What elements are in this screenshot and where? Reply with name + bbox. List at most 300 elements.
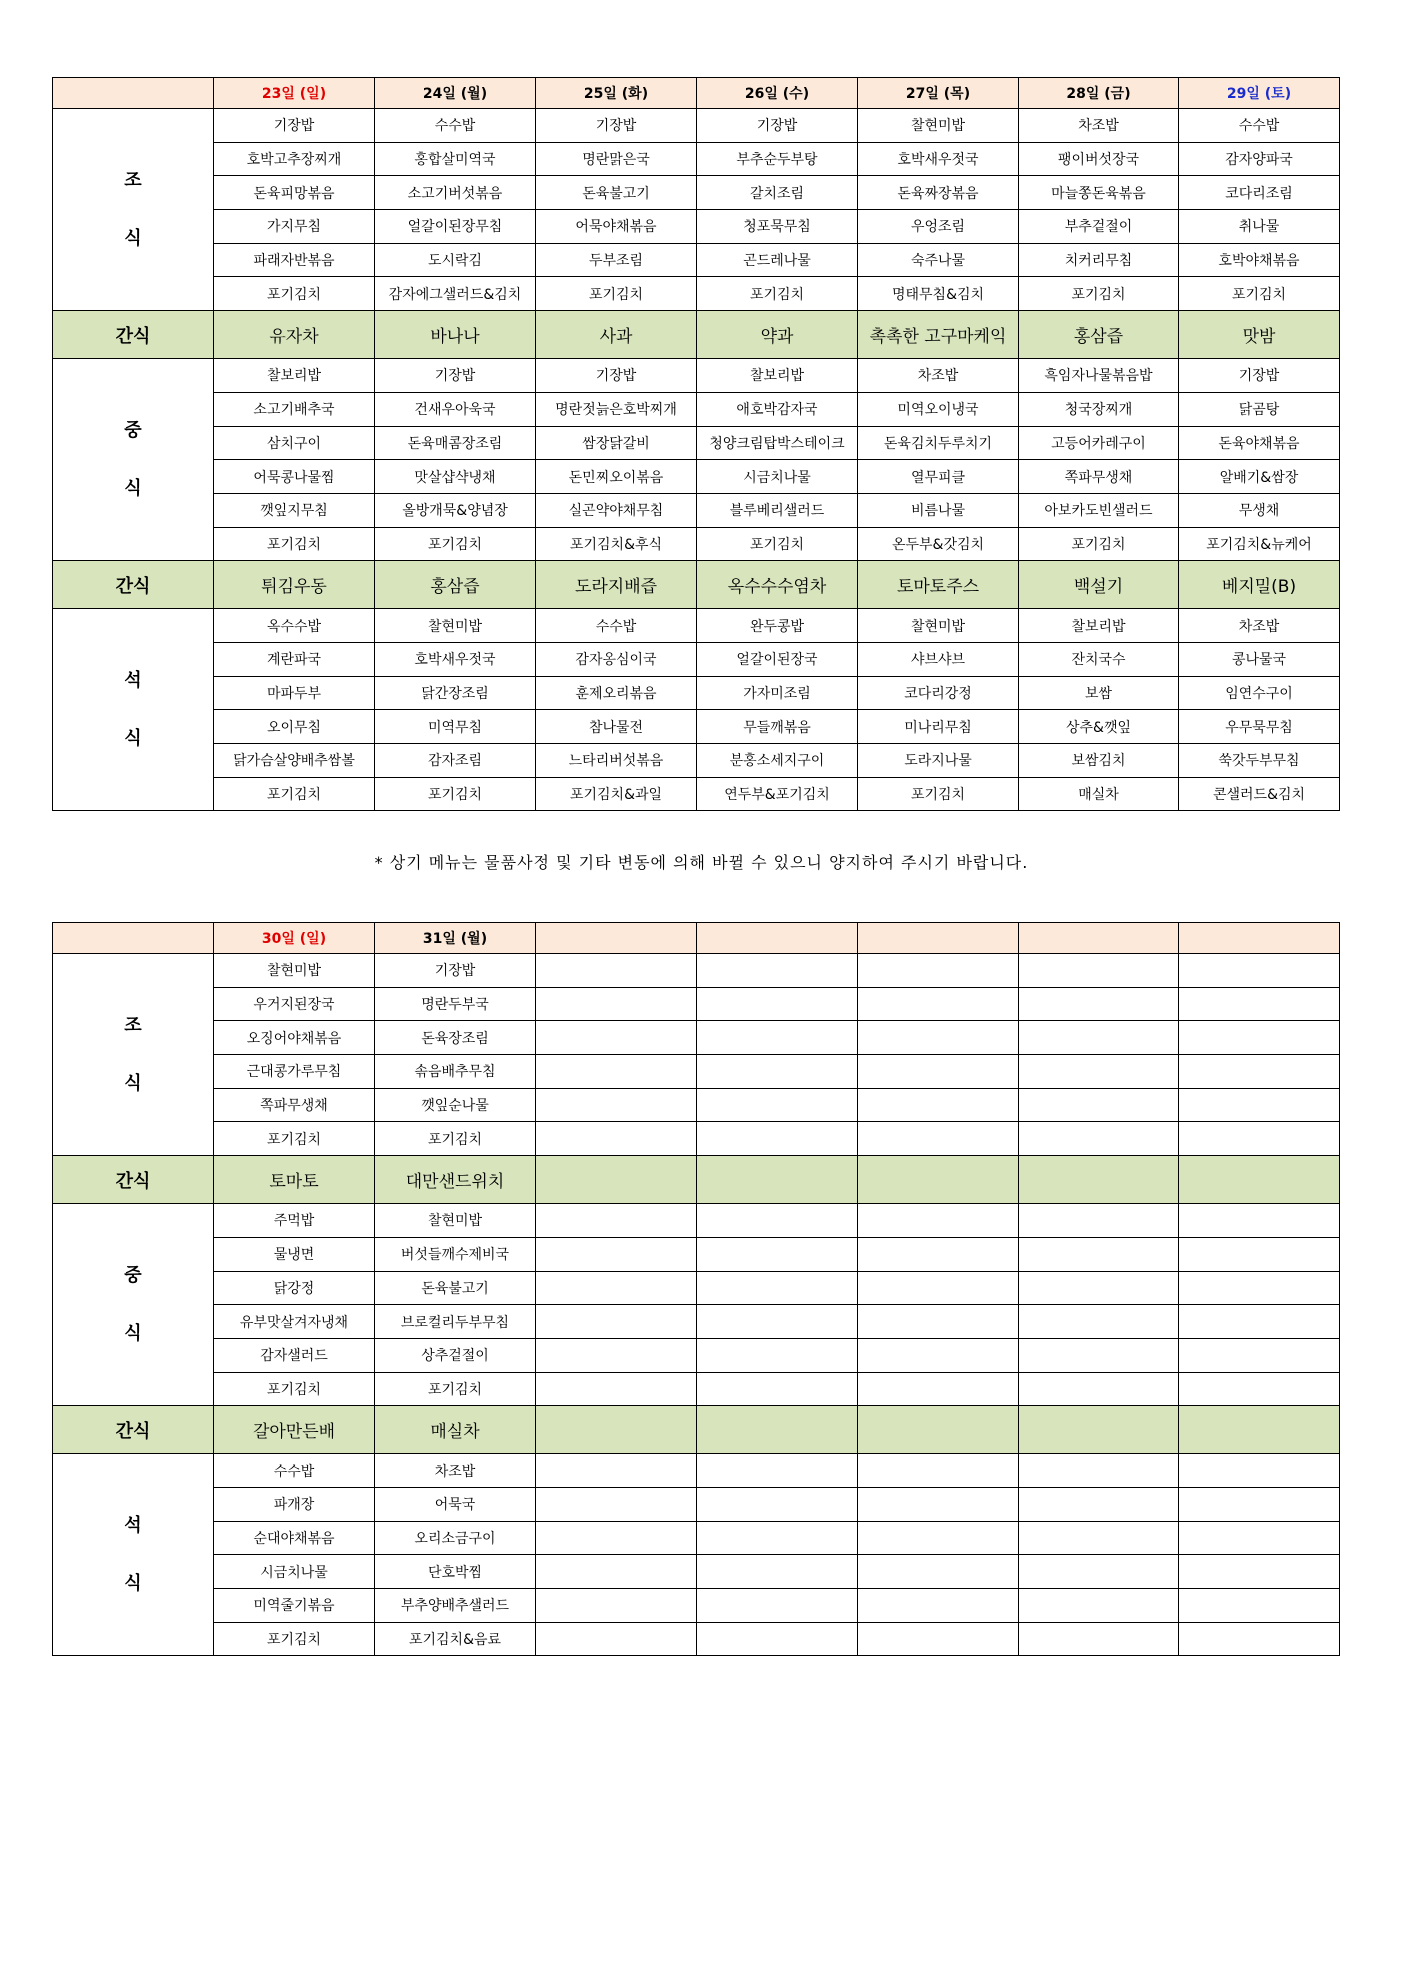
menu-change-notice: * 상기 메뉴는 물품사정 및 기타 변동에 의해 바뀔 수 있으니 양지하여 주시기 바랍니다. bbox=[374, 853, 1029, 872]
menu-item: 건새우아욱국 bbox=[375, 392, 536, 426]
snack-item: 약과 bbox=[697, 311, 858, 359]
snack-item bbox=[536, 1406, 697, 1454]
menu-item: 소고기버섯볶음 bbox=[375, 176, 536, 210]
menu-item: 포기김치 bbox=[375, 777, 536, 811]
dinner-label-char: 석 bbox=[124, 1514, 142, 1536]
dinner-row bbox=[53, 642, 1340, 676]
snack-item bbox=[858, 1156, 1019, 1204]
menu-item bbox=[1179, 1271, 1340, 1305]
menu-item: 어묵야채볶음 bbox=[536, 210, 697, 244]
breakfast-label-char: 식 bbox=[124, 1072, 142, 1094]
menu-item: 찰보리밥 bbox=[1019, 609, 1179, 643]
menu-item bbox=[858, 1454, 1019, 1488]
menu-item bbox=[536, 1122, 697, 1156]
snack-item: 갈아만든배 bbox=[214, 1406, 375, 1454]
menu-item: 포기김치 bbox=[375, 1122, 536, 1156]
menu-item: 가지무침 bbox=[214, 210, 375, 244]
menu-item: 찰현미밥 bbox=[375, 1204, 536, 1238]
menu-item: 포기김치 bbox=[536, 277, 697, 311]
day-header bbox=[697, 78, 858, 109]
snack-item: 대만샌드위치 bbox=[375, 1156, 536, 1204]
menu-item: 감자양파국 bbox=[1179, 142, 1340, 176]
snack-item bbox=[697, 1156, 858, 1204]
menu-item bbox=[1019, 1204, 1179, 1238]
menu-item: 매실차 bbox=[1019, 777, 1179, 811]
menu-item: 아보카도빈샐러드 bbox=[1019, 493, 1179, 527]
menu-item bbox=[858, 1204, 1019, 1238]
menu-item bbox=[697, 954, 858, 988]
menu-item: 돈육야채볶음 bbox=[1179, 426, 1340, 460]
dinner-label bbox=[53, 609, 214, 811]
menu-item: 포기김치 bbox=[1179, 277, 1340, 311]
breakfast-row bbox=[53, 1021, 1340, 1055]
menu-item bbox=[697, 1487, 858, 1521]
menu-item bbox=[1179, 1055, 1340, 1089]
menu-item: 고등어카레구이 bbox=[1019, 426, 1179, 460]
menu-item: 부추양배추샐러드 bbox=[375, 1589, 536, 1623]
menu-item: 무들깨볶음 bbox=[697, 710, 858, 744]
menu-item: 미역줄기볶음 bbox=[214, 1589, 375, 1623]
snack-item bbox=[697, 1406, 858, 1454]
menu-item bbox=[858, 954, 1019, 988]
menu-item: 포기김치 bbox=[858, 777, 1019, 811]
menu-item: 감자에그샐러드&김치 bbox=[375, 277, 536, 311]
menu-item bbox=[858, 1055, 1019, 1089]
menu-item: 찰현미밥 bbox=[858, 109, 1019, 143]
menu-item: 감자조림 bbox=[375, 744, 536, 778]
menu-item bbox=[697, 1088, 858, 1122]
menu-item: 얼갈이된장무침 bbox=[375, 210, 536, 244]
menu-item: 기장밥 bbox=[214, 109, 375, 143]
day-header bbox=[1019, 923, 1179, 954]
menu-item: 코다리조림 bbox=[1179, 176, 1340, 210]
menu-item: 포기김치 bbox=[697, 277, 858, 311]
menu-item bbox=[1019, 1088, 1179, 1122]
breakfast-row bbox=[53, 243, 1340, 277]
snack-item: 베지밀(B) bbox=[1179, 561, 1340, 609]
menu-item bbox=[858, 1021, 1019, 1055]
menu-item: 기장밥 bbox=[375, 954, 536, 988]
day-header bbox=[536, 923, 697, 954]
lunch-row bbox=[53, 1204, 1340, 1238]
menu-item: 물냉면 bbox=[214, 1237, 375, 1271]
menu-item: 어묵콩나물찜 bbox=[214, 460, 375, 494]
snack-label: 간식 bbox=[53, 311, 214, 359]
menu-item bbox=[1019, 1305, 1179, 1339]
menu-item: 두부조림 bbox=[536, 243, 697, 277]
menu-item: 마늘쫑돈육볶음 bbox=[1019, 176, 1179, 210]
menu-item: 주먹밥 bbox=[214, 1204, 375, 1238]
breakfast-row bbox=[53, 142, 1340, 176]
menu-item: 흑임자나물볶음밥 bbox=[1019, 359, 1179, 393]
menu-item: 포기김치&음료 bbox=[375, 1622, 536, 1656]
lunch-label-char: 중 bbox=[124, 419, 142, 441]
menu-item: 명란맑은국 bbox=[536, 142, 697, 176]
snack-row bbox=[53, 311, 1340, 359]
breakfast-row bbox=[53, 1055, 1340, 1089]
menu-item: 갈치조림 bbox=[697, 176, 858, 210]
breakfast-row bbox=[53, 109, 1340, 143]
menu-item: 쑥갓두부무침 bbox=[1179, 744, 1340, 778]
menu-item bbox=[1179, 1589, 1340, 1623]
menu-item: 쪽파무생채 bbox=[1019, 460, 1179, 494]
day-header bbox=[1019, 78, 1179, 109]
menu-item: 콩나물국 bbox=[1179, 642, 1340, 676]
snack-label: 간식 bbox=[53, 1156, 214, 1204]
menu-item: 온두부&갓김치 bbox=[858, 527, 1019, 561]
menu-item: 어묵국 bbox=[375, 1487, 536, 1521]
menu-item: 가자미조림 bbox=[697, 676, 858, 710]
dinner-label-char: 식 bbox=[124, 1572, 142, 1594]
dinner-row bbox=[53, 676, 1340, 710]
dinner-row bbox=[53, 1555, 1340, 1589]
menu-item: 취나물 bbox=[1179, 210, 1340, 244]
menu-item bbox=[858, 1555, 1019, 1589]
lunch-row bbox=[53, 1338, 1340, 1372]
menu-item bbox=[858, 1305, 1019, 1339]
menu-item: 솎음배추무침 bbox=[375, 1055, 536, 1089]
menu-item bbox=[858, 987, 1019, 1021]
menu-item: 맛살샵샥냉채 bbox=[375, 460, 536, 494]
menu-item bbox=[536, 1204, 697, 1238]
menu-item: 돈육짜장볶음 bbox=[858, 176, 1019, 210]
menu-item bbox=[536, 1521, 697, 1555]
menu-item: 단호박찜 bbox=[375, 1555, 536, 1589]
menu-item bbox=[1179, 1521, 1340, 1555]
day-header bbox=[858, 923, 1019, 954]
menu-item: 미나리무침 bbox=[858, 710, 1019, 744]
menu-item bbox=[858, 1521, 1019, 1555]
menu-item: 분홍소세지구이 bbox=[697, 744, 858, 778]
menu-item: 닭가슴살양배추쌈볼 bbox=[214, 744, 375, 778]
snack-item: 촉촉한 고구마케익 bbox=[858, 311, 1019, 359]
menu-item: 포기김치 bbox=[697, 527, 858, 561]
menu-item: 보쌈김치 bbox=[1019, 744, 1179, 778]
menu-item bbox=[858, 1088, 1019, 1122]
menu-item bbox=[1179, 1338, 1340, 1372]
menu-item: 찰보리밥 bbox=[697, 359, 858, 393]
menu-item: 상추겉절이 bbox=[375, 1338, 536, 1372]
breakfast-label bbox=[53, 954, 214, 1156]
breakfast-label bbox=[53, 109, 214, 311]
menu-item bbox=[697, 1305, 858, 1339]
menu-item: 호박고추장찌개 bbox=[214, 142, 375, 176]
menu-item: 깻잎순나물 bbox=[375, 1088, 536, 1122]
snack-item: 유자차 bbox=[214, 311, 375, 359]
dinner-row bbox=[53, 744, 1340, 778]
menu-item bbox=[536, 1454, 697, 1488]
menu-item: 포기김치 bbox=[214, 777, 375, 811]
menu-item bbox=[536, 1088, 697, 1122]
menu-item bbox=[1019, 1521, 1179, 1555]
menu-item: 애호박감자국 bbox=[697, 392, 858, 426]
menu-item bbox=[1179, 1204, 1340, 1238]
menu-item bbox=[858, 1122, 1019, 1156]
menu-item: 기장밥 bbox=[536, 109, 697, 143]
menu-item: 닭간장조림 bbox=[375, 676, 536, 710]
menu-item: 오징어야채볶음 bbox=[214, 1021, 375, 1055]
menu-item: 유부맛살겨자냉채 bbox=[214, 1305, 375, 1339]
menu-item: 근대콩가루무침 bbox=[214, 1055, 375, 1089]
menu-item bbox=[1019, 1454, 1179, 1488]
menu-item bbox=[697, 1055, 858, 1089]
menu-item bbox=[536, 1372, 697, 1406]
dinner-label-char: 석 bbox=[124, 669, 142, 691]
snack-item: 튀김우동 bbox=[214, 561, 375, 609]
menu-item: 소고기배추국 bbox=[214, 392, 375, 426]
dinner-row bbox=[53, 609, 1340, 643]
snack-row bbox=[53, 1406, 1340, 1454]
menu-item: 잔치국수 bbox=[1019, 642, 1179, 676]
menu-item: 돈육불고기 bbox=[375, 1271, 536, 1305]
menu-item: 오이무침 bbox=[214, 710, 375, 744]
menu-item: 미역무침 bbox=[375, 710, 536, 744]
menu-item: 돈민찌오이볶음 bbox=[536, 460, 697, 494]
menu-item: 코다리강정 bbox=[858, 676, 1019, 710]
lunch-label-char: 식 bbox=[124, 477, 142, 499]
menu-item bbox=[697, 1372, 858, 1406]
header-corner bbox=[53, 923, 214, 954]
menu-item: 훈제오리볶음 bbox=[536, 676, 697, 710]
menu-item: 청포묵무침 bbox=[697, 210, 858, 244]
menu-item bbox=[1019, 1271, 1179, 1305]
menu-item bbox=[536, 1589, 697, 1623]
menu-item: 포기김치 bbox=[1019, 527, 1179, 561]
menu-item: 팽이버섯장국 bbox=[1019, 142, 1179, 176]
menu-item bbox=[858, 1487, 1019, 1521]
menu-item: 포기김치 bbox=[375, 1372, 536, 1406]
menu-item bbox=[697, 1454, 858, 1488]
menu-item bbox=[1179, 1237, 1340, 1271]
menu-item: 돈육김치두루치기 bbox=[858, 426, 1019, 460]
lunch-row bbox=[53, 1271, 1340, 1305]
menu-item: 호박새우젓국 bbox=[375, 642, 536, 676]
snack-item: 홍삼즙 bbox=[1019, 311, 1179, 359]
menu-item bbox=[697, 1589, 858, 1623]
lunch-row bbox=[53, 527, 1340, 561]
menu-item: 부추겉절이 bbox=[1019, 210, 1179, 244]
menu-item: 우거지된장국 bbox=[214, 987, 375, 1021]
menu-item: 연두부&포기김치 bbox=[697, 777, 858, 811]
menu-item: 감자옹심이국 bbox=[536, 642, 697, 676]
dinner-row bbox=[53, 1454, 1340, 1488]
menu-item bbox=[697, 1521, 858, 1555]
menu-item bbox=[536, 954, 697, 988]
lunch-label-char: 중 bbox=[124, 1264, 142, 1286]
breakfast-label-char: 조 bbox=[124, 169, 142, 191]
snack-row bbox=[53, 561, 1340, 609]
day-label: 31일 (월) bbox=[422, 931, 488, 947]
lunch-label bbox=[53, 359, 214, 561]
menu-item bbox=[1019, 1237, 1179, 1271]
menu-item bbox=[1019, 1055, 1179, 1089]
menu-item: 기장밥 bbox=[697, 109, 858, 143]
menu-item: 상추&깻잎 bbox=[1019, 710, 1179, 744]
menu-item: 얼갈이된장국 bbox=[697, 642, 858, 676]
menu-item: 명란젓늙은호박찌개 bbox=[536, 392, 697, 426]
day-header bbox=[1179, 923, 1340, 954]
menu-item: 찰현미밥 bbox=[214, 954, 375, 988]
breakfast-row bbox=[53, 176, 1340, 210]
day-header-row bbox=[53, 923, 1340, 954]
day-header bbox=[214, 923, 375, 954]
menu-item bbox=[1179, 987, 1340, 1021]
menu-item: 호박야채볶음 bbox=[1179, 243, 1340, 277]
menu-item: 쌈장닭갈비 bbox=[536, 426, 697, 460]
snack-item bbox=[858, 1406, 1019, 1454]
menu-item: 알배기&쌈장 bbox=[1179, 460, 1340, 494]
snack-item bbox=[1179, 1406, 1340, 1454]
snack-item: 바나나 bbox=[375, 311, 536, 359]
lunch-label bbox=[53, 1204, 214, 1406]
menu-item: 닭곰탕 bbox=[1179, 392, 1340, 426]
menu-item: 찰현미밥 bbox=[858, 609, 1019, 643]
menu-item bbox=[1179, 1454, 1340, 1488]
menu-item: 시금치나물 bbox=[214, 1555, 375, 1589]
breakfast-row bbox=[53, 1088, 1340, 1122]
day-header bbox=[375, 923, 536, 954]
menu-item bbox=[697, 1271, 858, 1305]
snack-item: 백설기 bbox=[1019, 561, 1179, 609]
menu-item: 찰보리밥 bbox=[214, 359, 375, 393]
lunch-row bbox=[53, 1372, 1340, 1406]
snack-item: 옥수수수염차 bbox=[697, 561, 858, 609]
menu-item: 도시락김 bbox=[375, 243, 536, 277]
dinner-row bbox=[53, 1487, 1340, 1521]
menu-item: 수수밥 bbox=[536, 609, 697, 643]
menu-item: 포기김치 bbox=[214, 1122, 375, 1156]
lunch-row bbox=[53, 460, 1340, 494]
menu-item bbox=[536, 1338, 697, 1372]
menu-item bbox=[536, 1305, 697, 1339]
menu-item bbox=[536, 987, 697, 1021]
menu-item: 포기김치 bbox=[214, 1622, 375, 1656]
day-label: 27일 (목) bbox=[905, 86, 971, 102]
menu-item bbox=[697, 1555, 858, 1589]
menu-item: 옥수수밥 bbox=[214, 609, 375, 643]
lunch-row bbox=[53, 1305, 1340, 1339]
dinner-row bbox=[53, 1622, 1340, 1656]
menu-item bbox=[536, 1021, 697, 1055]
day-label: 24일 (월) bbox=[422, 86, 488, 102]
menu-item bbox=[536, 1055, 697, 1089]
menu-item: 닭강정 bbox=[214, 1271, 375, 1305]
day-label: 28일 (금) bbox=[1066, 86, 1131, 102]
snack-item: 맛밤 bbox=[1179, 311, 1340, 359]
menu-item bbox=[1019, 1589, 1179, 1623]
menu-item: 브로컬리두부무침 bbox=[375, 1305, 536, 1339]
menu-item bbox=[858, 1589, 1019, 1623]
menu-item bbox=[697, 1204, 858, 1238]
menu-item: 숙주나물 bbox=[858, 243, 1019, 277]
menu-item: 블루베리샐러드 bbox=[697, 493, 858, 527]
menu-item: 포기김치 bbox=[214, 527, 375, 561]
snack-label: 간식 bbox=[53, 1406, 214, 1454]
menu-item: 기장밥 bbox=[375, 359, 536, 393]
menu-item: 올방개묵&양념장 bbox=[375, 493, 536, 527]
menu-item bbox=[1019, 1487, 1179, 1521]
dinner-label bbox=[53, 1454, 214, 1656]
menu-item: 콘샐러드&김치 bbox=[1179, 777, 1340, 811]
day-label: 30일 (일) bbox=[261, 931, 327, 947]
breakfast-row bbox=[53, 1122, 1340, 1156]
menu-item: 기장밥 bbox=[1179, 359, 1340, 393]
menu-item: 곤드레나물 bbox=[697, 243, 858, 277]
menu-item: 시금치나물 bbox=[697, 460, 858, 494]
menu-item: 차조밥 bbox=[1179, 609, 1340, 643]
day-label: 23일 (일) bbox=[261, 86, 327, 102]
snack-item: 홍삼즙 bbox=[375, 561, 536, 609]
menu-item: 버섯들깨수제비국 bbox=[375, 1237, 536, 1271]
menu-item bbox=[1179, 1622, 1340, 1656]
menu-item: 삼치구이 bbox=[214, 426, 375, 460]
snack-item bbox=[536, 1156, 697, 1204]
menu-item bbox=[858, 1372, 1019, 1406]
day-header bbox=[214, 78, 375, 109]
menu-item: 차조밥 bbox=[858, 359, 1019, 393]
menu-item bbox=[1019, 1372, 1179, 1406]
dinner-label-char: 식 bbox=[124, 727, 142, 749]
menu-item: 열무피클 bbox=[858, 460, 1019, 494]
menu-item bbox=[1179, 1555, 1340, 1589]
menu-item bbox=[536, 1271, 697, 1305]
menu-item: 부추순두부탕 bbox=[697, 142, 858, 176]
menu-item bbox=[1019, 987, 1179, 1021]
snack-item bbox=[1019, 1156, 1179, 1204]
menu-item bbox=[1179, 1305, 1340, 1339]
day-label: 25일 (화) bbox=[583, 86, 649, 102]
menu-item: 무생채 bbox=[1179, 493, 1340, 527]
week1-menu-table bbox=[52, 77, 1340, 811]
breakfast-label-char: 식 bbox=[124, 227, 142, 249]
snack-item bbox=[1019, 1406, 1179, 1454]
menu-item: 느타리버섯볶음 bbox=[536, 744, 697, 778]
menu-item: 마파두부 bbox=[214, 676, 375, 710]
menu-item bbox=[858, 1338, 1019, 1372]
menu-item: 홍합살미역국 bbox=[375, 142, 536, 176]
menu-item bbox=[697, 1622, 858, 1656]
menu-item: 돈육장조림 bbox=[375, 1021, 536, 1055]
menu-item bbox=[1179, 1372, 1340, 1406]
menu-item: 순대야채볶음 bbox=[214, 1521, 375, 1555]
menu-item: 미역오이냉국 bbox=[858, 392, 1019, 426]
menu-item bbox=[697, 1338, 858, 1372]
snack-item bbox=[1179, 1156, 1340, 1204]
menu-item: 수수밥 bbox=[1179, 109, 1340, 143]
menu-item bbox=[1179, 1122, 1340, 1156]
menu-item: 돈육피망볶음 bbox=[214, 176, 375, 210]
menu-item bbox=[1019, 954, 1179, 988]
day-header-row bbox=[53, 78, 1340, 109]
menu-item bbox=[697, 1237, 858, 1271]
menu-item: 실곤약야채무침 bbox=[536, 493, 697, 527]
menu-item bbox=[1019, 1122, 1179, 1156]
menu-item: 참나물전 bbox=[536, 710, 697, 744]
menu-item: 수수밥 bbox=[375, 109, 536, 143]
menu-item bbox=[697, 1021, 858, 1055]
menu-item bbox=[1019, 1622, 1179, 1656]
day-header bbox=[536, 78, 697, 109]
lunch-row bbox=[53, 426, 1340, 460]
lunch-row bbox=[53, 1237, 1340, 1271]
snack-item: 매실차 bbox=[375, 1406, 536, 1454]
menu-item: 포기김치 bbox=[1019, 277, 1179, 311]
menu-item: 샤브샤브 bbox=[858, 642, 1019, 676]
lunch-label-char: 식 bbox=[124, 1322, 142, 1344]
menu-item: 파래자반볶음 bbox=[214, 243, 375, 277]
menu-item bbox=[697, 987, 858, 1021]
menu-item bbox=[1179, 1088, 1340, 1122]
